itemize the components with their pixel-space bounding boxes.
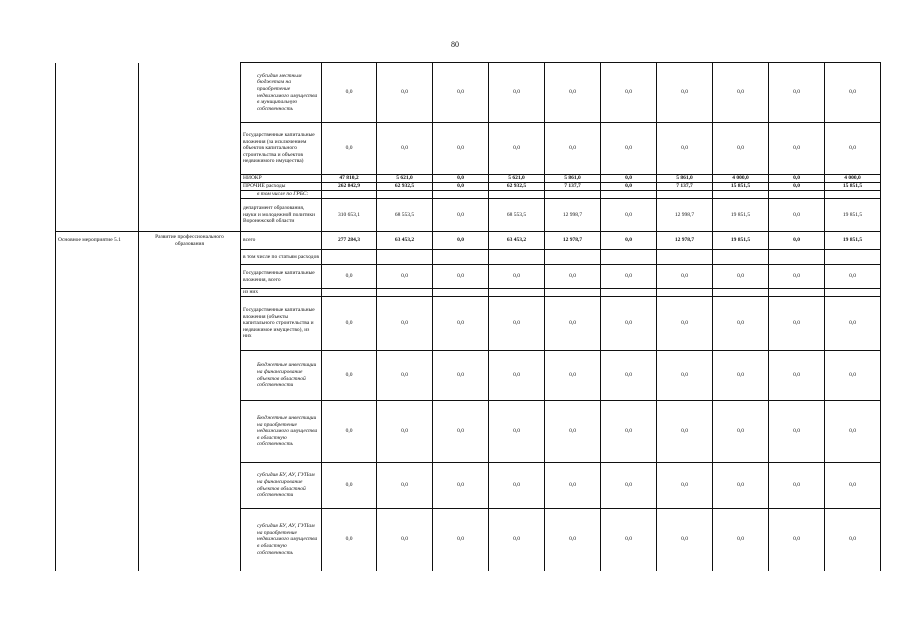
value-cell: 0,0 [489,265,545,289]
value-cell: 68 553,5 [489,199,545,232]
value-cell [433,289,489,297]
value-cell: 0,0 [657,463,713,509]
value-cell [322,191,377,199]
value-cell [377,191,433,199]
value-cell: 0,0 [657,265,713,289]
value-cell: 0,0 [769,232,825,250]
row-label: субсидия местным бюджетам на приобретение недвижимого имущества в муниципальную собственность [241,63,322,123]
value-cell: 0,0 [657,509,713,571]
value-cell: 0,0 [489,63,545,123]
value-cell: 0,0 [433,297,489,351]
value-cell: 0,0 [769,509,825,571]
value-cell [713,250,769,265]
program-name-empty-cell [139,199,241,232]
value-cell: 0,0 [769,463,825,509]
value-cell: 0,0 [489,351,545,401]
value-cell [433,250,489,265]
program-kind-empty-cell [56,289,139,297]
program-name-empty-cell [139,183,241,191]
value-cell: 5 621,0 [489,175,545,183]
value-cell: 19 851,5 [713,199,769,232]
program-name-empty-cell [139,401,241,463]
value-cell [433,191,489,199]
value-cell: 0,0 [713,463,769,509]
program-name-empty-cell [139,351,241,401]
value-cell: 0,0 [433,123,489,175]
value-cell: 4 000,0 [825,175,881,183]
value-cell: 0,0 [825,351,881,401]
table-row [56,183,881,191]
value-cell [825,191,881,199]
table-row [56,463,881,509]
value-cell: 0,0 [769,175,825,183]
value-cell: 0,0 [545,123,601,175]
program-kind-empty-cell [56,63,139,123]
row-label: субсидия БУ, АУ, ГУПам на финансирование объектов областной собственности [241,463,322,509]
value-cell: 62 932,5 [489,183,545,191]
value-cell: 0,0 [489,297,545,351]
value-cell: 0,0 [713,401,769,463]
program-kind-empty-cell [56,183,139,191]
value-cell [489,250,545,265]
value-cell: 0,0 [322,401,377,463]
value-cell [601,191,657,199]
value-cell: 0,0 [377,265,433,289]
value-cell: 0,0 [377,63,433,123]
value-cell: 0,0 [433,401,489,463]
value-cell: 0,0 [545,297,601,351]
value-cell: 0,0 [713,63,769,123]
value-cell: 0,0 [489,123,545,175]
table-row [56,63,881,123]
value-cell: 63 453,2 [377,232,433,250]
value-cell: 0,0 [769,297,825,351]
value-cell: 7 137,7 [545,183,601,191]
program-kind-empty-cell [56,250,139,265]
value-cell: 4 000,0 [713,175,769,183]
value-cell: 310 653,1 [322,199,377,232]
value-cell [377,250,433,265]
value-cell: 19 851,5 [825,199,881,232]
program-name-empty-cell [139,463,241,509]
value-cell: 0,0 [825,265,881,289]
program-name-empty-cell [139,175,241,183]
value-cell: 0,0 [825,509,881,571]
row-label: Бюджетные инвестиции на приобретение недвижимого имущества в областную собственность [241,401,322,463]
value-cell: 62 932,5 [377,183,433,191]
value-cell [713,191,769,199]
program-kind-empty-cell [56,509,139,571]
value-cell: 0,0 [769,351,825,401]
row-label: Государственные капитальные вложения, всего [241,265,322,289]
value-cell: 0,0 [377,297,433,351]
value-cell: 0,0 [657,401,713,463]
value-cell [825,289,881,297]
program-kind-empty-cell [56,199,139,232]
table-row [56,265,881,289]
value-cell: 0,0 [601,232,657,250]
value-cell: 0,0 [769,63,825,123]
value-cell: 0,0 [433,351,489,401]
table-row [56,351,881,401]
value-cell: 0,0 [545,351,601,401]
program-kind-empty-cell [56,123,139,175]
program-name-cell: Развитие профессионального образования [139,232,241,250]
value-cell [322,250,377,265]
value-cell: 0,0 [601,463,657,509]
program-kind-empty-cell [56,401,139,463]
table-row [56,289,881,297]
value-cell: 0,0 [713,509,769,571]
program-name-empty-cell [139,509,241,571]
value-cell: 15 851,5 [713,183,769,191]
table-row [56,175,881,183]
value-cell [601,250,657,265]
value-cell: 0,0 [657,63,713,123]
value-cell: 0,0 [601,401,657,463]
value-cell: 0,0 [377,351,433,401]
value-cell: 0,0 [545,401,601,463]
value-cell: 262 842,9 [322,183,377,191]
value-cell: 0,0 [377,401,433,463]
value-cell [545,191,601,199]
budget-table [55,62,881,571]
value-cell: 0,0 [377,463,433,509]
table-row [56,199,881,232]
value-cell: 0,0 [769,123,825,175]
value-cell [769,250,825,265]
value-cell [713,289,769,297]
value-cell [657,191,713,199]
table-row [56,297,881,351]
program-name-empty-cell [139,297,241,351]
value-cell: 0,0 [657,297,713,351]
value-cell: 19 851,5 [713,232,769,250]
value-cell: 0,0 [825,63,881,123]
value-cell [769,289,825,297]
value-cell: 0,0 [545,509,601,571]
value-cell: 0,0 [601,297,657,351]
program-kind-empty-cell [56,297,139,351]
value-cell: 0,0 [769,265,825,289]
value-cell: 7 137,7 [657,183,713,191]
value-cell: 0,0 [433,175,489,183]
row-label: Бюджетные инвестиции на финансирование объектов областной собственности [241,351,322,401]
program-kind-empty-cell [56,175,139,183]
program-name-empty-cell [139,265,241,289]
value-cell: 277 284,3 [322,232,377,250]
value-cell: 47 810,2 [322,175,377,183]
value-cell: 0,0 [601,509,657,571]
table-row [56,401,881,463]
value-cell: 0,0 [433,265,489,289]
program-name-empty-cell [139,289,241,297]
value-cell: 0,0 [769,183,825,191]
row-label: Государственные капитальные вложения (объекты капитального строительства и недвижимое имущество), из них [241,297,322,351]
value-cell: 0,0 [322,351,377,401]
page-number: 80 [451,40,459,49]
value-cell: 0,0 [601,123,657,175]
value-cell: 0,0 [825,297,881,351]
value-cell: 0,0 [322,509,377,571]
value-cell: 0,0 [601,199,657,232]
value-cell: 0,0 [657,351,713,401]
value-cell: 5 621,0 [377,175,433,183]
value-cell: 0,0 [601,265,657,289]
row-label: в том числе по статьям расходов [241,250,322,265]
value-cell: 12 978,7 [657,232,713,250]
value-cell: 0,0 [545,63,601,123]
table-row [56,123,881,175]
value-cell [489,289,545,297]
value-cell [377,289,433,297]
value-cell: 0,0 [377,509,433,571]
value-cell: 0,0 [322,265,377,289]
value-cell: 0,0 [713,297,769,351]
value-cell: 0,0 [322,463,377,509]
value-cell: 0,0 [433,183,489,191]
row-label: из них [241,289,322,297]
value-cell [322,289,377,297]
value-cell: 0,0 [601,63,657,123]
program-name-empty-cell [139,63,241,123]
value-cell: 68 553,5 [377,199,433,232]
value-cell [489,191,545,199]
value-cell: 0,0 [769,199,825,232]
row-label: субсидия БУ, АУ, ГУПам на приобретение недвижимого имущества в областную собственность [241,509,322,571]
value-cell: 0,0 [713,123,769,175]
value-cell [769,191,825,199]
row-label: НИОКР [241,175,322,183]
value-cell: 0,0 [433,199,489,232]
row-label: Государственные капитальные вложения (за исключением объектов капитального строительства и объектов недвижимого имущества) [241,123,322,175]
value-cell [657,250,713,265]
value-cell: 0,0 [713,265,769,289]
program-kind-empty-cell [56,265,139,289]
table-row [56,232,881,250]
value-cell: 0,0 [489,401,545,463]
value-cell: 0,0 [825,401,881,463]
row-label: ПРОЧИЕ расходы [241,183,322,191]
value-cell: 0,0 [545,265,601,289]
value-cell: 0,0 [601,183,657,191]
program-kind-empty-cell [56,351,139,401]
value-cell: 0,0 [322,123,377,175]
table-row [56,191,881,199]
row-label: всего [241,232,322,250]
row-label: в том числе по ГРБС: [241,191,322,199]
value-cell: 15 851,5 [825,183,881,191]
value-cell: 0,0 [825,463,881,509]
value-cell: 5 861,0 [545,175,601,183]
value-cell: 19 851,5 [825,232,881,250]
value-cell: 0,0 [713,351,769,401]
program-name-empty-cell [139,250,241,265]
value-cell [545,289,601,297]
program-kind-cell: Основное мероприятие 5.1 [56,232,139,250]
value-cell: 12 978,7 [545,232,601,250]
value-cell: 0,0 [377,123,433,175]
budget-table-body [56,63,881,571]
value-cell: 0,0 [322,63,377,123]
value-cell: 0,0 [322,297,377,351]
value-cell [825,250,881,265]
value-cell: 0,0 [601,175,657,183]
value-cell [601,289,657,297]
value-cell [545,250,601,265]
value-cell: 0,0 [825,123,881,175]
value-cell: 0,0 [769,401,825,463]
value-cell: 0,0 [601,351,657,401]
row-label: департамент образования, науки и молодежной политики Воронежской области [241,199,322,232]
value-cell: 0,0 [433,232,489,250]
value-cell: 0,0 [433,63,489,123]
table-row [56,250,881,265]
value-cell: 0,0 [657,123,713,175]
table-row [56,509,881,571]
program-name-empty-cell [139,191,241,199]
value-cell: 12 998,7 [657,199,713,232]
program-kind-empty-cell [56,463,139,509]
program-name-empty-cell [139,123,241,175]
value-cell: 0,0 [545,463,601,509]
value-cell: 63 453,2 [489,232,545,250]
value-cell: 5 861,0 [657,175,713,183]
program-kind-empty-cell [56,191,139,199]
value-cell: 0,0 [489,509,545,571]
value-cell [657,289,713,297]
value-cell: 0,0 [433,509,489,571]
value-cell: 0,0 [433,463,489,509]
value-cell: 12 998,7 [545,199,601,232]
value-cell: 0,0 [489,463,545,509]
